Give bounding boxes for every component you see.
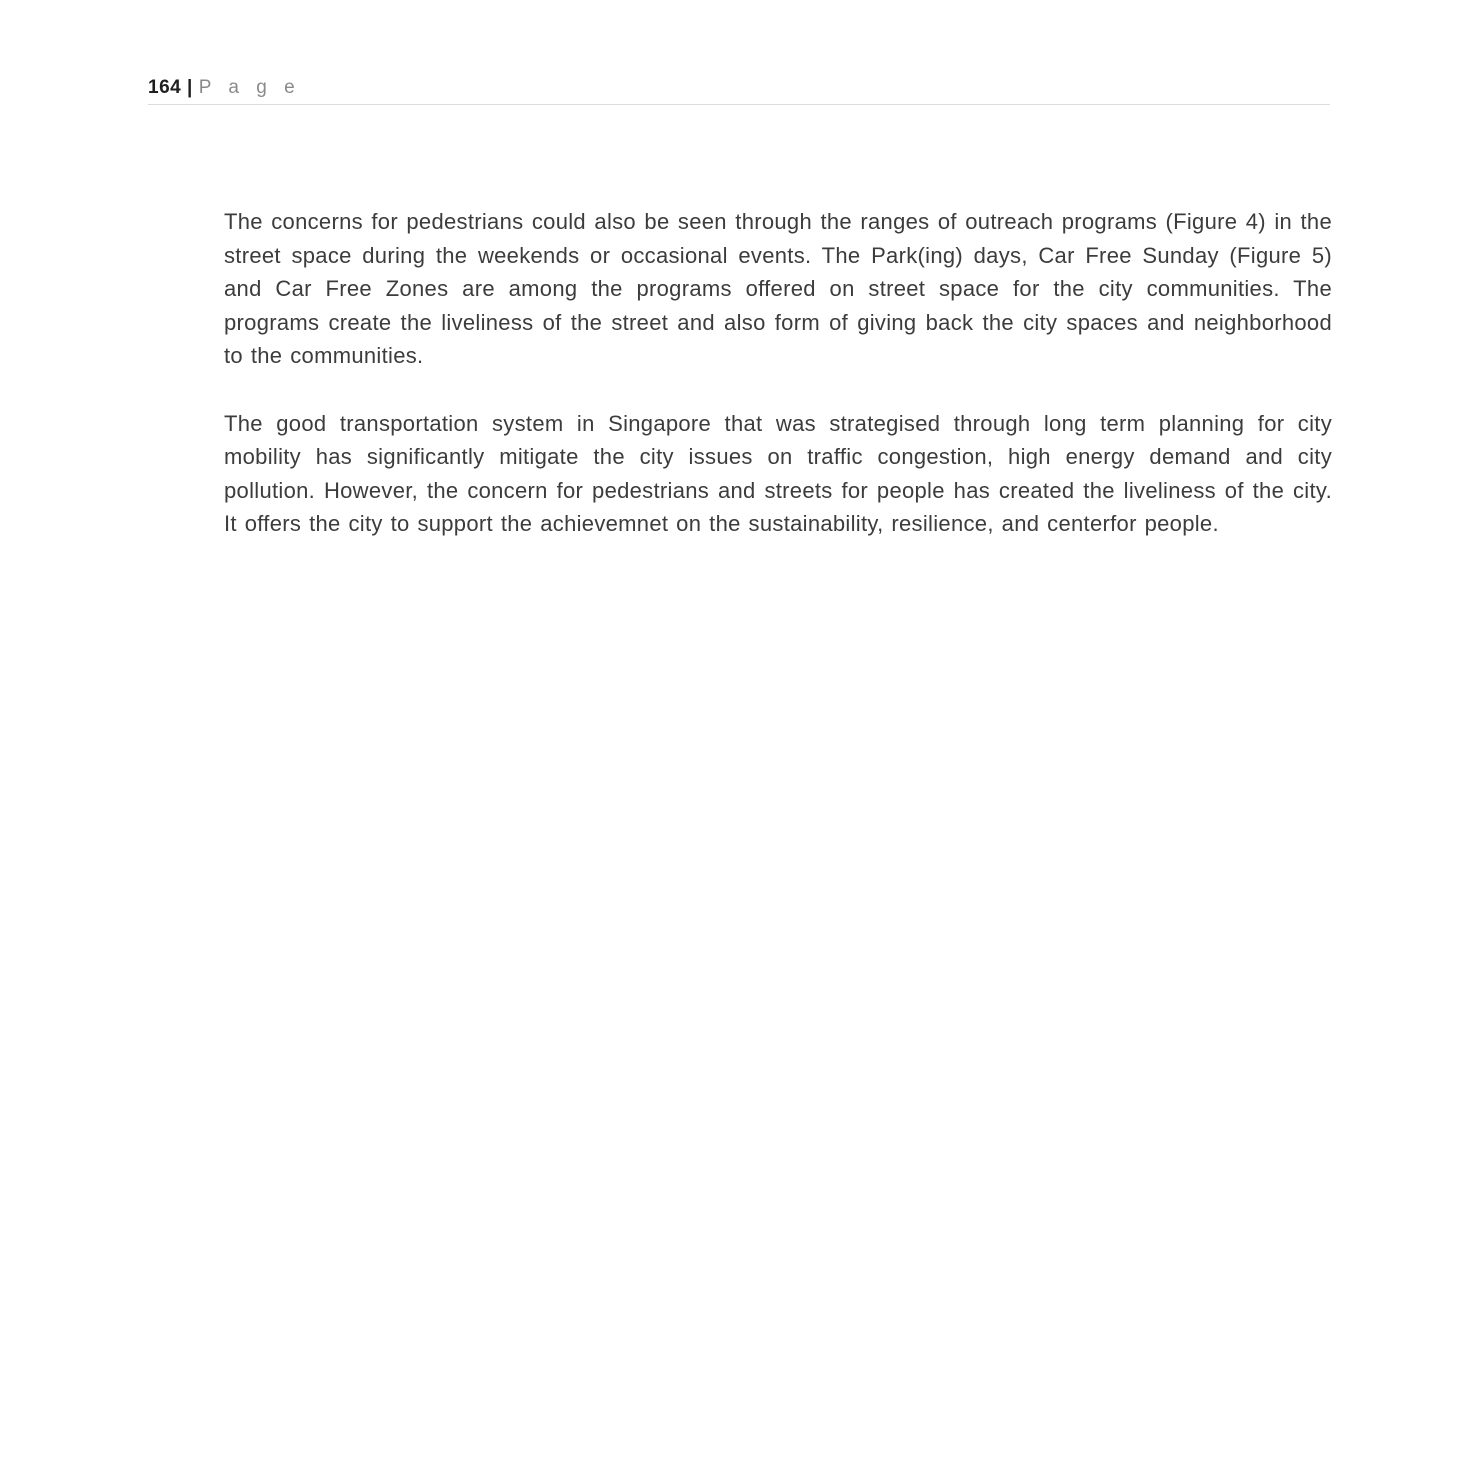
page-header xyxy=(148,76,1330,100)
header-rule xyxy=(148,104,1330,105)
paragraph-outreach-programs: The concerns for pedestrians could also be seen through the ranges of outreach programs (Figure 4) in the street space during the weekends or occasional events. The Park(ing) days, Car Free Sunday (Figure 5) and Car Free Zones are among the programs offered on street space for the city communities. The programs create the liveliness of the street and also form of giving back the city spaces and neighborhood to the communities. xyxy=(224,209,1332,368)
page-body xyxy=(224,205,1332,575)
page-label: P a g e xyxy=(198,77,301,98)
paragraph-transportation-system: The good transportation system in Singapore that was strategised through long term planning for city mobility has significantly mitigate the city issues on traffic congestion, high energy demand and city pollution. However, the concern for pedestrians and streets for people has created the liveliness of the city. It offers the city to support the achievemnet on the sustainability, resilience, and centerfor people. xyxy=(224,410,1332,536)
page-number: 164 | xyxy=(148,77,193,98)
